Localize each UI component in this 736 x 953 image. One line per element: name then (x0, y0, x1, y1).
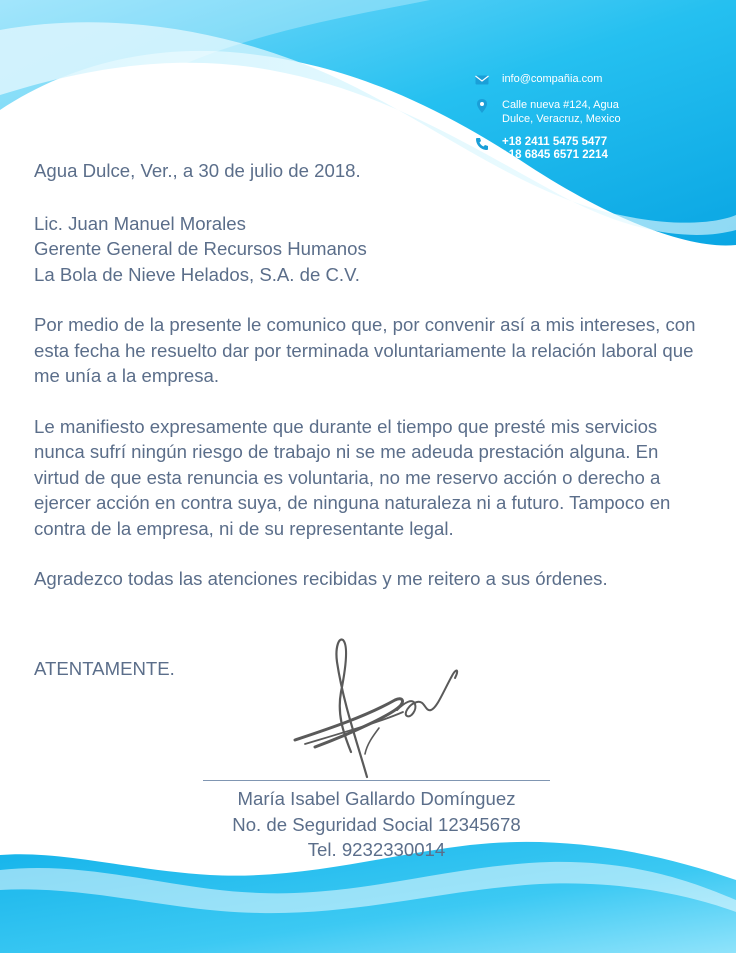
paragraph-declaration: Le manifiesto expresamente que durante el tiempo que presté mis servicios nunca sufrí ningún riesgo de trabajo ni se me adeuda prestación alguna. En virtud de que esta renuncia es voluntaria, no me reservo acción o derecho a ejercer acción en contra suya, de ninguna naturaleza ni a futuro. Tampoco en contra de la empresa, ni de su representante legal. (34, 415, 671, 539)
handwritten-signature (285, 632, 470, 782)
letter-date: Agua Dulce, Ver., a 30 de julio de 2018. (34, 160, 361, 181)
mail-icon (474, 72, 490, 88)
signer-phone: Tel. 9232330014 (307, 839, 446, 860)
recipient-company: La Bola de Nieve Helados, S.A. de C.V. (34, 263, 360, 285)
phone-icon (474, 136, 490, 152)
recipient-block (34, 211, 724, 288)
paragraph-thanks: Agradezco todas las atenciones recibidas y me reitero a sus órdenes. (34, 568, 608, 589)
signer-social-security: No. de Seguridad Social 12345678 (232, 813, 521, 835)
address-line-2: Dulce, Veracruz, Mexico (502, 113, 621, 125)
letter-body (34, 158, 724, 617)
closing-text: ATENTAMENTE. (34, 658, 175, 679)
contact-phone-1[interactable]: +18 2411 5475 5477 (502, 136, 608, 148)
recipient-position: Gerente General de Recursos Humanos (34, 238, 367, 259)
address-line-1: Calle nueva #124, Agua (502, 99, 619, 111)
contact-address (502, 98, 621, 126)
signer-block (203, 786, 550, 863)
contact-info (474, 72, 724, 172)
contact-email[interactable]: info@compañia.com (502, 73, 603, 85)
signer-name: María Isabel Gallardo Domínguez (237, 788, 516, 809)
contact-email-row (474, 72, 724, 88)
recipient-name: Lic. Juan Manuel Morales (34, 212, 246, 234)
contact-address-row (474, 98, 724, 126)
paragraph-intro: Por medio de la presente le comunico que, por convenir así a mis intereses, con esta fecha he resuelto dar por terminada voluntariamente la relación laboral que me unía a la empresa. (34, 314, 696, 386)
contact-phone-2[interactable]: +18 6845 6571 2214 (502, 149, 608, 161)
location-pin-icon (474, 98, 490, 114)
